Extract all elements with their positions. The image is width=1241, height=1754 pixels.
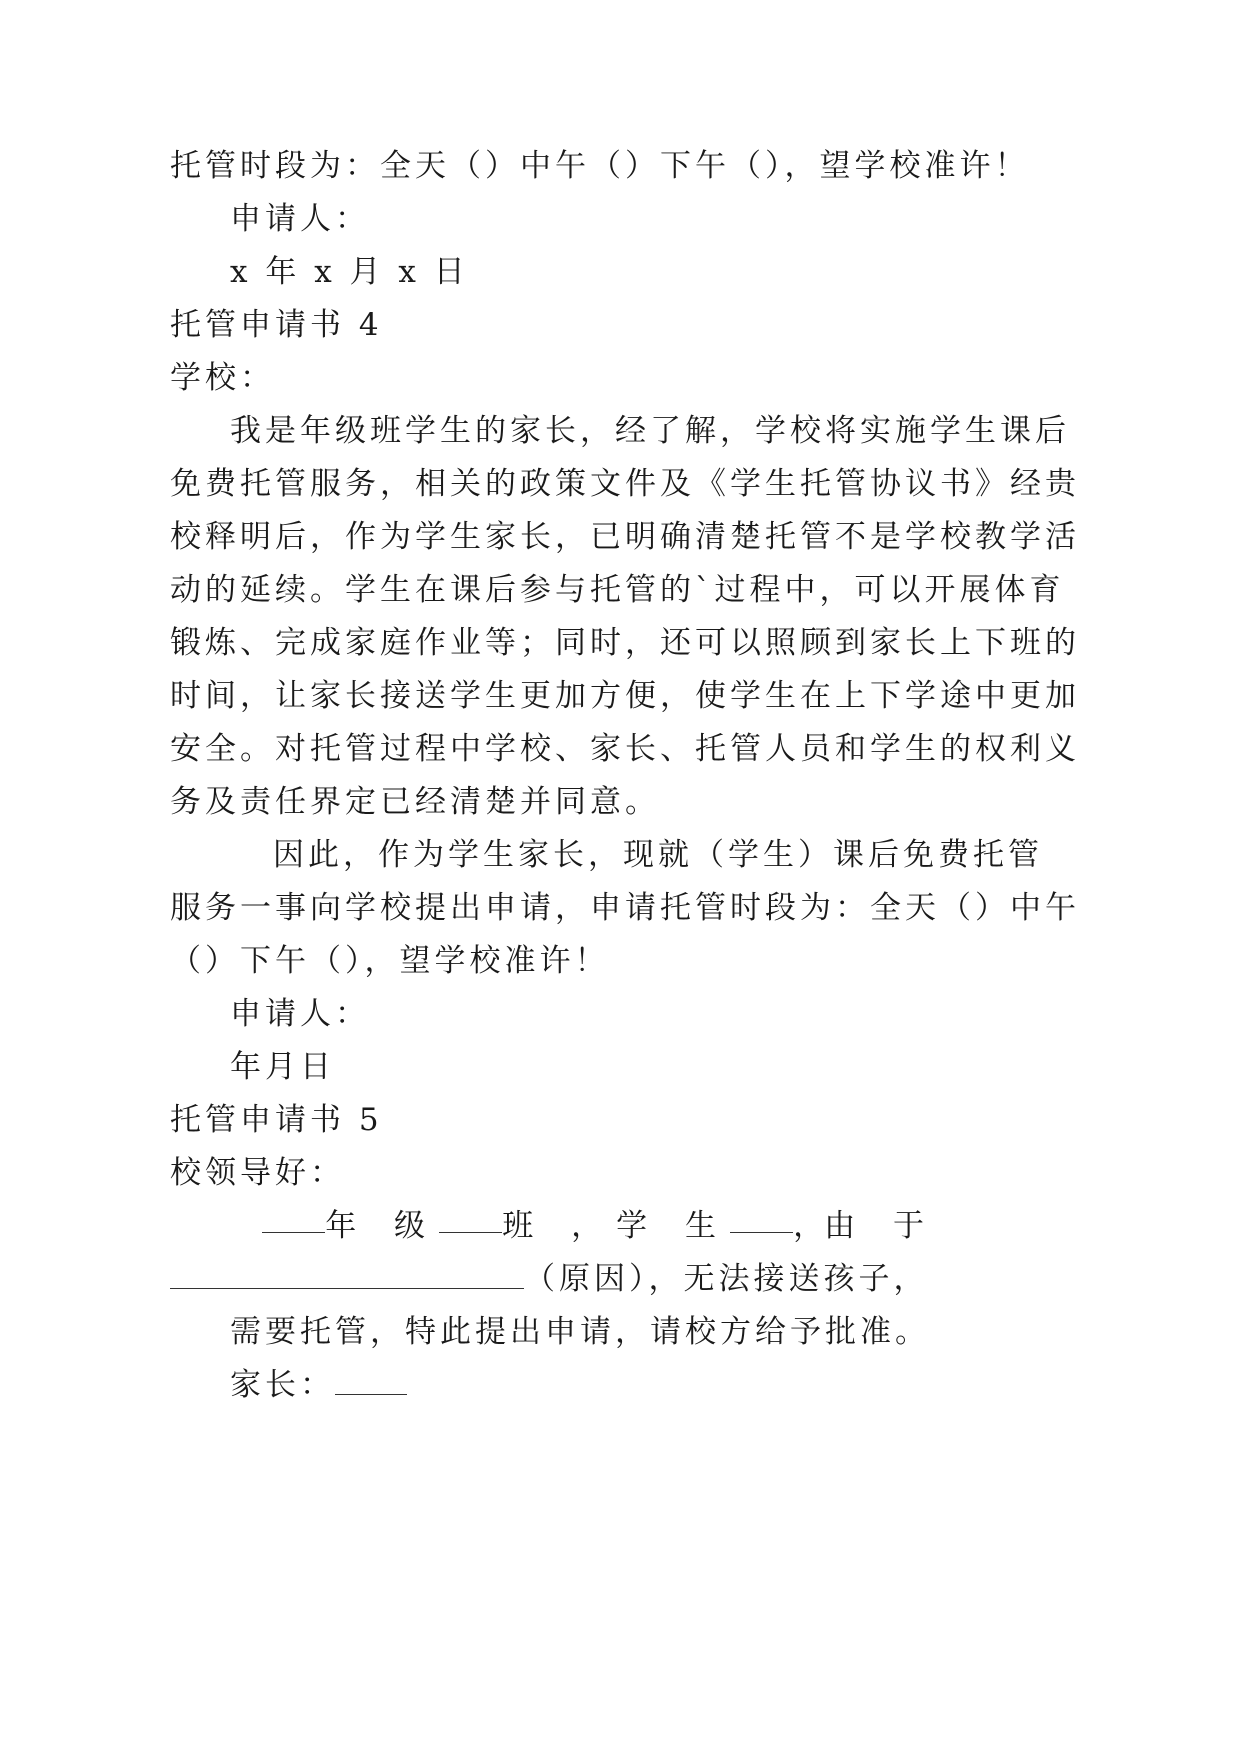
parent-label: 家长：	[230, 1367, 335, 1403]
applicant-label: 申请人：	[230, 996, 370, 1032]
parent-line	[230, 1365, 407, 1405]
paragraph-line: 服务一事向学校提出申请，申请托管时段为：全天（）中午	[170, 890, 1080, 926]
reason-tail: （原因），无法接送孩子，	[524, 1261, 929, 1297]
paragraph-line: 因此，作为学生家长，现就（学生）课后免费托管	[273, 837, 1043, 873]
salutation: 校领导好：	[170, 1155, 345, 1191]
section-title: 托管申请书 5	[170, 1102, 383, 1138]
paragraph-line: 务及责任界定已经清楚并同意。	[170, 784, 660, 820]
paragraph-line: 校释明后，作为学生家长，已明确清楚托管不是学校教学活	[170, 519, 1080, 555]
paragraph-line: 安全。对托管过程中学校、家长、托管人员和学生的权利义	[170, 731, 1080, 767]
form-line-1	[262, 1206, 938, 1246]
form-line-2	[170, 1259, 929, 1299]
reason-blank[interactable]	[170, 1262, 524, 1289]
student-label: 学 生	[616, 1208, 730, 1244]
reason-label: 由 于	[824, 1208, 938, 1244]
grade-label: 年 级	[325, 1208, 440, 1244]
salutation: 学校：	[170, 360, 275, 396]
paragraph-line: 锻炼、完成家庭作业等；同时，还可以照顾到家长上下班的	[170, 625, 1080, 661]
date-line: 年月日	[230, 1049, 335, 1085]
paragraph-line: 我是年级班学生的家长，经了解，学校将实施学生课后	[230, 413, 1070, 449]
period-line: 托管时段为：全天（）中午（）下午（），望学校准许！	[170, 148, 1030, 184]
class-blank[interactable]	[439, 1206, 502, 1233]
comma: ，	[793, 1208, 825, 1244]
parent-blank[interactable]	[335, 1368, 407, 1395]
grade-blank[interactable]	[262, 1206, 325, 1233]
date-line: x 年 x 月 x 日	[230, 254, 469, 290]
student-blank[interactable]	[730, 1206, 793, 1233]
section-title: 托管申请书 4	[170, 307, 383, 343]
applicant-label: 申请人：	[230, 201, 370, 237]
request-line: 需要托管，特此提出申请，请校方给予批准。	[230, 1314, 930, 1350]
paragraph-line: 动的延续。学生在课后参与托管的`过程中，可以开展体育	[170, 572, 1065, 608]
paragraph-line: 免费托管服务，相关的政策文件及《学生托管协议书》经贵	[170, 466, 1080, 502]
class-label: 班 ，	[502, 1208, 617, 1244]
paragraph-line: 时间，让家长接送学生更加方便，使学生在上下学途中更加	[170, 678, 1080, 714]
paragraph-line: （）下午（），望学校准许！	[170, 943, 610, 979]
